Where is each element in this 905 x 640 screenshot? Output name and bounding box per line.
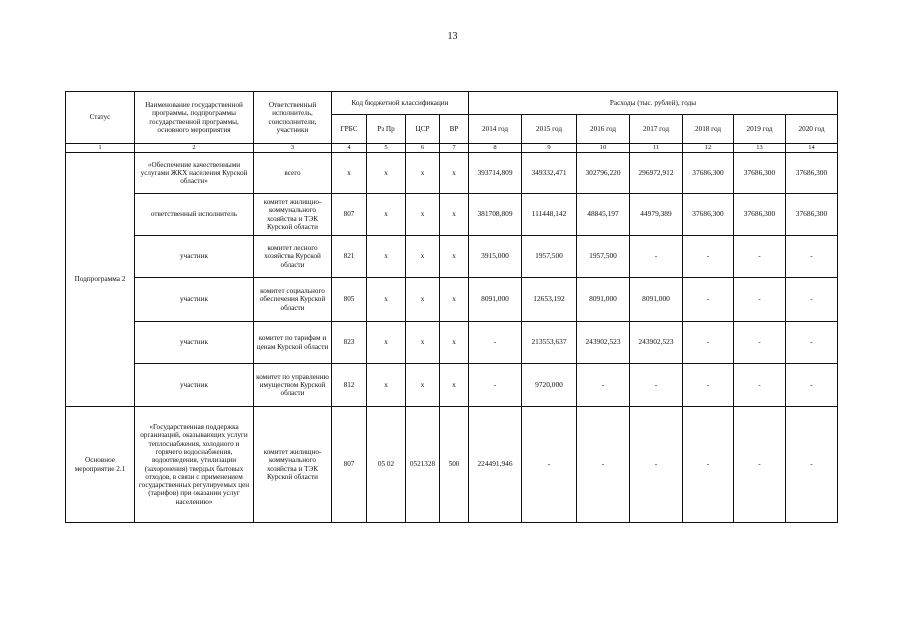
row-year-value: - — [734, 364, 786, 407]
row-grbs: 807 — [332, 194, 367, 236]
row-year-value: 8091,000 — [630, 278, 683, 322]
row-rzpr: х — [367, 194, 406, 236]
row-name: участник — [135, 236, 254, 278]
table-row — [66, 278, 838, 322]
row-year-value: 224491,946 — [469, 407, 522, 523]
row-year-value: 12653,192 — [522, 278, 577, 322]
row-vr: х — [440, 364, 469, 407]
row-rzpr: х — [367, 322, 406, 364]
row-rzpr: х — [367, 236, 406, 278]
header-executor: Ответственный исполнитель, соисполнители, участники — [254, 92, 332, 144]
header-program-name: Наименование государственной программы, подпрограммы государственной программы, основного мероприятия — [135, 92, 254, 144]
row-executor: комитет по управлению имуществом Курской области — [254, 364, 332, 407]
row-year-value: - — [786, 407, 838, 523]
row-name: «Государственная поддержка организаций, оказывающих услуги теплоснабжения, холодного и горячего водоснабжения, водоотведения, утилизации (захоронения) твердых бытовых отходов, в связи с применением государственных регулируемых цен (тарифов) при оказании услуг населению» — [135, 407, 254, 523]
row-vr: 500 — [440, 407, 469, 523]
row-csr: х — [406, 278, 440, 322]
row-year-value: - — [786, 322, 838, 364]
row-year-value: - — [683, 236, 734, 278]
row-year-value: 37686,300 — [683, 153, 734, 194]
header-rzpr: Рз Пр — [367, 115, 406, 144]
column-number: 9 — [522, 144, 577, 153]
row-year-value: 296972,912 — [630, 153, 683, 194]
row-year-value: 8091,000 — [469, 278, 522, 322]
header-row-top — [66, 92, 838, 115]
row-vr: х — [440, 194, 469, 236]
row-name: участник — [135, 364, 254, 407]
table-row — [66, 194, 838, 236]
column-number: 14 — [786, 144, 838, 153]
column-number: 4 — [332, 144, 367, 153]
row-year-value: - — [469, 322, 522, 364]
row-year-value: - — [683, 322, 734, 364]
row-executor: комитет лесного хозяйства Курской области — [254, 236, 332, 278]
row-grbs: 821 — [332, 236, 367, 278]
row-name: участник — [135, 322, 254, 364]
table-row — [66, 322, 838, 364]
row-vr: х — [440, 322, 469, 364]
row-grbs: 807 — [332, 407, 367, 523]
row-name: «Обеспечение качественными услугами ЖКХ населения Курской области» — [135, 153, 254, 194]
row-year-value: - — [469, 364, 522, 407]
table-row — [66, 364, 838, 407]
column-number-row — [66, 144, 838, 153]
row-year-value: 44979,389 — [630, 194, 683, 236]
column-number: 12 — [683, 144, 734, 153]
column-number: 6 — [406, 144, 440, 153]
column-number: 11 — [630, 144, 683, 153]
row-year-value: 9720,000 — [522, 364, 577, 407]
budget-table — [65, 91, 838, 523]
row-rzpr: 05 02 — [367, 407, 406, 523]
row-grbs: 823 — [332, 322, 367, 364]
row-year-value: 302796,220 — [577, 153, 630, 194]
header-year: 2015 год — [522, 115, 577, 144]
row-year-value: 37686,300 — [734, 153, 786, 194]
row-vr: х — [440, 236, 469, 278]
header-csr: ЦСР — [406, 115, 440, 144]
row-year-value: - — [683, 407, 734, 523]
row-vr: х — [440, 278, 469, 322]
column-number: 13 — [734, 144, 786, 153]
header-expenses: Расходы (тыс. рублей), годы — [469, 92, 838, 115]
header-year: 2017 год — [630, 115, 683, 144]
row-executor: всего — [254, 153, 332, 194]
row-csr: х — [406, 153, 440, 194]
row-csr: 0521328 — [406, 407, 440, 523]
row-year-value: 1957,500 — [522, 236, 577, 278]
row-grbs: 812 — [332, 364, 367, 407]
row-grbs: х — [332, 153, 367, 194]
row-year-value: 8091,000 — [577, 278, 630, 322]
header-year: 2018 год — [683, 115, 734, 144]
row-year-value: - — [630, 236, 683, 278]
row-vr: х — [440, 153, 469, 194]
row-year-value: - — [734, 278, 786, 322]
row-year-value: 393714,809 — [469, 153, 522, 194]
header-vr: ВР — [440, 115, 469, 144]
row-year-value: - — [630, 364, 683, 407]
header-budget-code: Код бюджетной классификации — [332, 92, 469, 115]
row-year-value: 349332,471 — [522, 153, 577, 194]
row-year-value: - — [577, 364, 630, 407]
row-name: участник — [135, 278, 254, 322]
row-csr: х — [406, 364, 440, 407]
row-year-value: 111448,142 — [522, 194, 577, 236]
row-rzpr: х — [367, 278, 406, 322]
row-year-value: - — [786, 236, 838, 278]
row-year-value: - — [630, 407, 683, 523]
row-year-value: - — [683, 278, 734, 322]
row-csr: х — [406, 236, 440, 278]
column-number: 5 — [367, 144, 406, 153]
row-year-value: - — [734, 407, 786, 523]
table-row — [66, 153, 838, 194]
header-year: 2016 год — [577, 115, 630, 144]
row-year-value: - — [522, 407, 577, 523]
page-number: 13 — [447, 31, 458, 42]
row-status: Подпрограмма 2 — [66, 153, 135, 407]
row-year-value: 243902,523 — [630, 322, 683, 364]
row-grbs: 805 — [332, 278, 367, 322]
row-csr: х — [406, 322, 440, 364]
row-executor: комитет по тарифам и ценам Курской области — [254, 322, 332, 364]
column-number: 1 — [66, 144, 135, 153]
row-rzpr: х — [367, 153, 406, 194]
row-year-value: - — [734, 236, 786, 278]
row-year-value: 37686,300 — [734, 194, 786, 236]
row-csr: х — [406, 194, 440, 236]
header-status: Статус — [66, 92, 135, 144]
row-year-value: - — [734, 322, 786, 364]
row-year-value: - — [577, 407, 630, 523]
header-year: 2014 год — [469, 115, 522, 144]
row-year-value: 243902,523 — [577, 322, 630, 364]
header-year: 2019 год — [734, 115, 786, 144]
row-name: ответственный исполнитель — [135, 194, 254, 236]
row-year-value: - — [683, 364, 734, 407]
column-number: 8 — [469, 144, 522, 153]
row-executor: комитет жилищно-коммунального хозяйства и ТЭК Курской области — [254, 194, 332, 236]
table-row — [66, 407, 838, 523]
column-number: 2 — [135, 144, 254, 153]
column-number: 7 — [440, 144, 469, 153]
row-executor: комитет социального обеспечения Курской области — [254, 278, 332, 322]
row-year-value: 37686,300 — [786, 194, 838, 236]
column-number: 10 — [577, 144, 630, 153]
row-year-value: 213553,637 — [522, 322, 577, 364]
row-year-value: 37686,300 — [786, 153, 838, 194]
row-status: Основное мероприятие 2.1 — [66, 407, 135, 523]
row-year-value: 37686,300 — [683, 194, 734, 236]
header-year: 2020 год — [786, 115, 838, 144]
column-number: 3 — [254, 144, 332, 153]
row-year-value: - — [786, 278, 838, 322]
header-grbs: ГРБС — [332, 115, 367, 144]
row-executor: комитет жилищно-коммунального хозяйства и ТЭК Курской области — [254, 407, 332, 523]
row-year-value: - — [786, 364, 838, 407]
row-year-value: 3915,000 — [469, 236, 522, 278]
row-year-value: 381708,809 — [469, 194, 522, 236]
row-year-value: 1957,500 — [577, 236, 630, 278]
table-row — [66, 236, 838, 278]
row-year-value: 48845,197 — [577, 194, 630, 236]
row-rzpr: х — [367, 364, 406, 407]
